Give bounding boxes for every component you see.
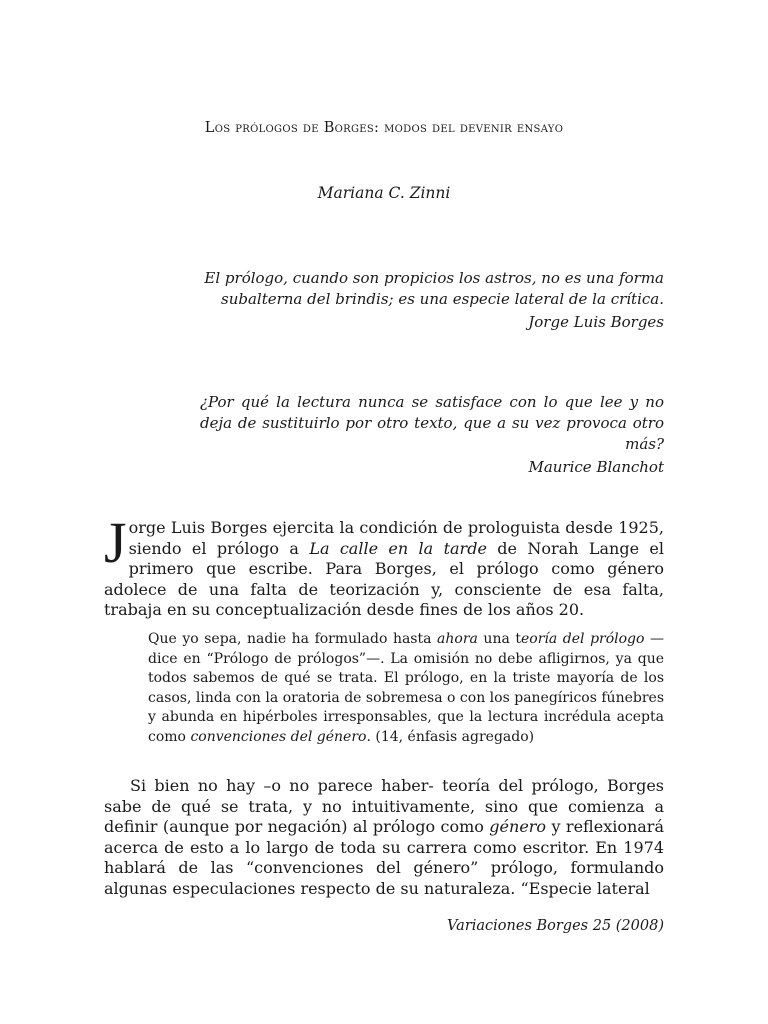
epigraph-attribution: Jorge Luis Borges [528,313,664,331]
paragraph-text: de Norah Lange el primero que escribe. Para Borges, el prólogo como género adolece de una falta de teorización y, consciente de esa falta, trabaja en su conceptualización desde fines de los años 20. [104,538,665,619]
paragraph-text: y reflexionará acerca de esto a lo largo de toda su carrera como escritor. En 1974 hablará de las “convenciones del género” prólogo, formulando algunas especulaciones respecto de su naturaleza. “Especie lateral [104,817,664,898]
book-title: La calle en la tarde [309,538,487,558]
quote-text: Que yo sepa, nadie ha formulado hasta [148,631,438,647]
paragraph-text: orge Luis Borges ejercita la condición de prologuista desde 1925, siendo el prólogo a [128,518,664,558]
author-name: Mariana C. Zinni [317,184,451,202]
paragraph-text: Si bien no hay –o no parece haber- teoría del prólogo, Borges sabe de qué se trata, y no intuitivamente, sino que comienza a definir (aunque por negación) al prólogo como [104,776,664,836]
quote-emphasis: ahora [437,631,478,647]
emphasis-genero: género [489,817,547,836]
quote-text: una t [477,631,521,647]
epigraph-quote: ¿Por qué la lectura nunca se satisface con lo que lee y no deja de sustituirlo por otro texto, que a su vez provoca otro más? [200,393,664,453]
drop-cap: J [104,510,127,575]
epigraph-borges [200,268,664,333]
epigraph-attribution: Maurice Blanchot [528,458,664,476]
journal-footer: Variaciones Borges 25 (2008) [447,918,664,934]
article-title: Los prólogos de Borges: modos del devenir ensayo [204,120,564,136]
document-page [104,0,664,1024]
second-paragraph [104,776,664,899]
quote-emphasis: eoría del prólogo [521,631,645,647]
block-quote [148,630,664,747]
quote-text: . (14, énfasis agregado) [366,728,535,745]
quote-text: —dice en “Prólogo de prólogos”—. La omisión no debe afligirnos, ya que todos sabemos de qué se trata. El prólogo, en la triste mayoría de los casos, linda con la oratoria de sobremesa o con los panegíricos fúnebres y abunda en hipérboles irresponsables, que la lectura incrédula acepta como [148,631,665,745]
epigraph-quote: El prólogo, cuando son propicios los astros, no es una forma subalterna del brindis; es una especie lateral de la crítica. [204,269,664,308]
opening-paragraph [104,510,665,621]
epigraph-blanchot [200,392,664,478]
quote-emphasis: convenciones del género [190,728,367,745]
